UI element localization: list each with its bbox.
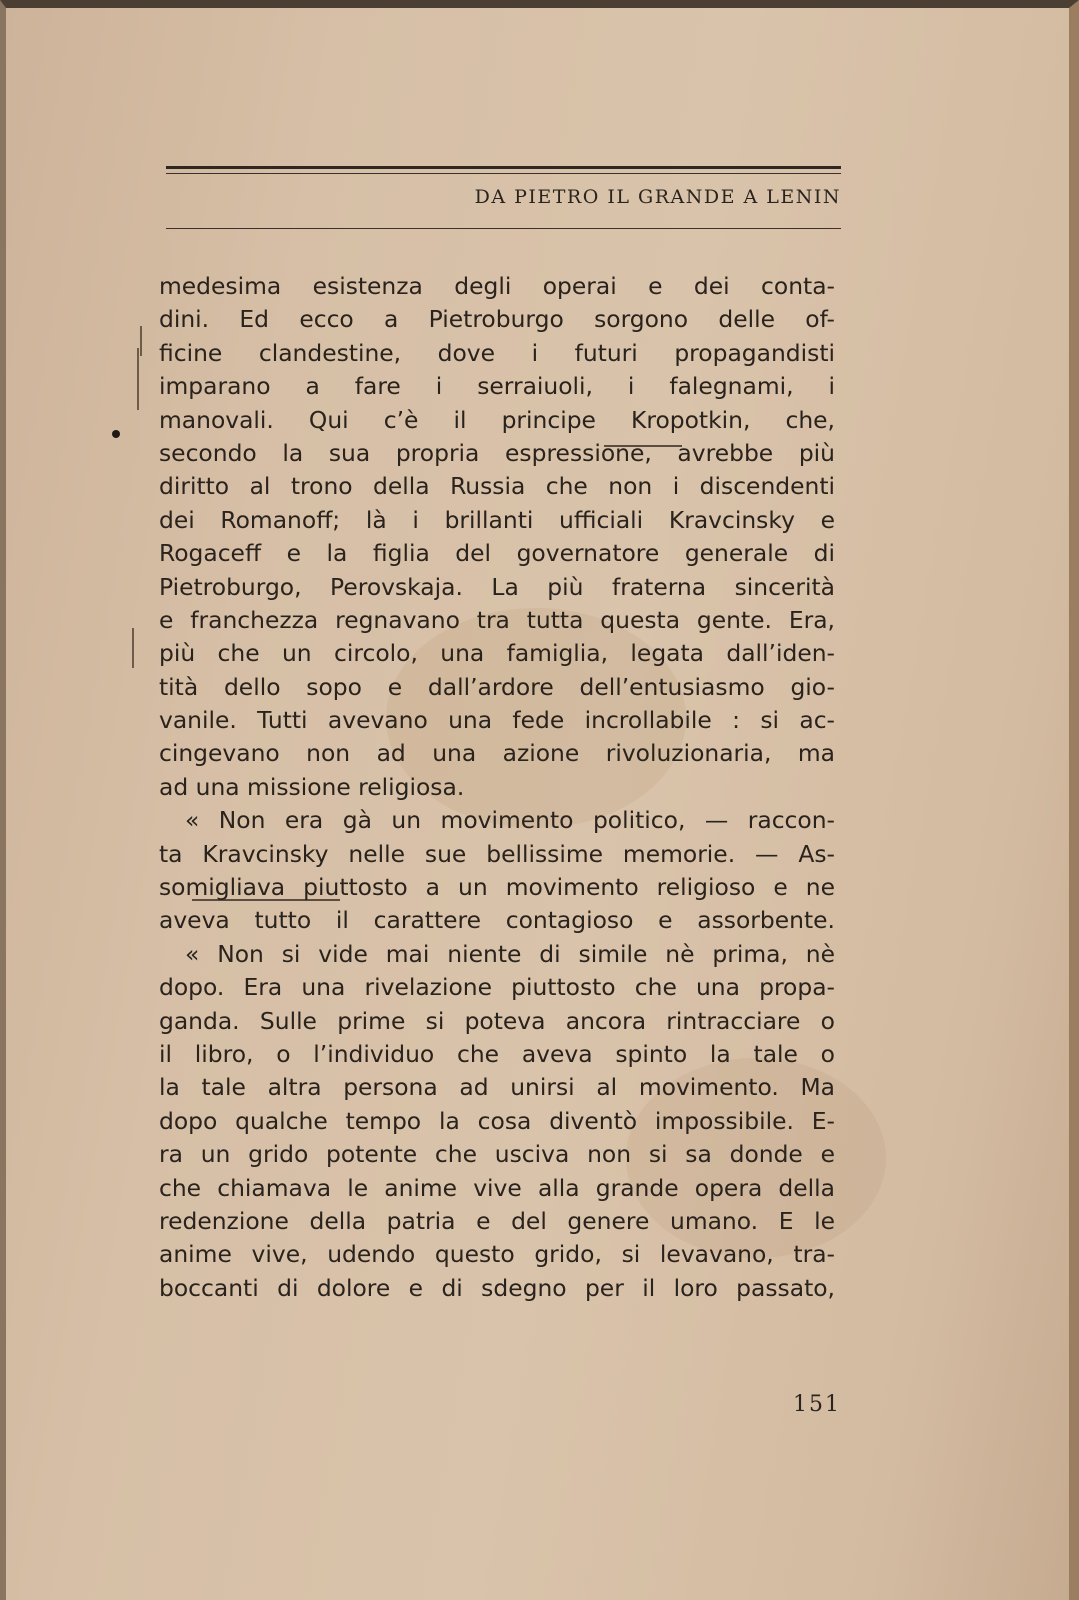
text-line: manovali. Qui c’è il principe Kropotkin, che, bbox=[159, 405, 835, 434]
text-line: aveva tutto il carattere contagioso e assorbente. bbox=[159, 906, 835, 935]
text-line: « Non era gà un movimento politico, — raccon- bbox=[185, 806, 835, 835]
text-line: vanile. Tutti avevano una fede incrollabile : si ac- bbox=[159, 706, 835, 735]
text-line: « Non si vide mai niente di simile nè prima, nè bbox=[185, 939, 835, 968]
page-number: 151 bbox=[793, 1392, 841, 1417]
text-line: ganda. Sulle prime si poteva ancora rintracciare o bbox=[159, 1006, 835, 1035]
running-head: DA PIETRO IL GRANDE A LENIN bbox=[474, 186, 841, 208]
text-line: imparano a fare i serraiuoli, i falegnami, i bbox=[159, 372, 835, 401]
margin-pencil-mark bbox=[137, 348, 139, 410]
text-line: ra un grido potente che usciva non si sa donde e bbox=[159, 1140, 835, 1169]
body-text bbox=[159, 270, 835, 1305]
margin-dot bbox=[112, 430, 120, 438]
text-line: somigliava piuttosto a un movimento religioso e ne bbox=[159, 873, 835, 902]
text-line: cingevano non ad una azione rivoluzionaria, ma bbox=[159, 739, 835, 768]
text-line: diritto al trono della Russia che non i discendenti bbox=[159, 472, 835, 501]
text-line: più che un circolo, una famiglia, legata dall’iden- bbox=[159, 639, 835, 668]
text-line: ad una missione religiosa. bbox=[159, 772, 465, 801]
text-line: Pietroburgo, Perovskaja. La più fraterna sincerità bbox=[159, 572, 835, 601]
text-line: ta Kravcinsky nelle sue bellissime memorie. — As- bbox=[159, 839, 835, 868]
margin-pencil-mark bbox=[140, 326, 142, 356]
text-line: dei Romanoff; là i brillanti ufficiali Kravcinsky e bbox=[159, 505, 835, 534]
text-line: che chiamava le anime vive alla grande opera della bbox=[159, 1173, 835, 1202]
text-line: la tale altra persona ad unirsi al movimento. Ma bbox=[159, 1073, 835, 1102]
text-line: dopo qualche tempo la cosa diventò impossibile. E- bbox=[159, 1106, 835, 1135]
header-rule-thick bbox=[166, 166, 841, 169]
text-line: dopo. Era una rivelazione piuttosto che una propa- bbox=[159, 973, 835, 1002]
header-rule-bottom bbox=[166, 228, 841, 229]
text-line: boccanti di dolore e di sdegno per il loro passato, bbox=[159, 1273, 835, 1302]
text-line: anime vive, udendo questo grido, si levavano, tra- bbox=[159, 1240, 835, 1269]
header-rule-thin bbox=[166, 173, 841, 174]
text-line: tità dello sopo e dall’ardore dell’entusiasmo gio- bbox=[159, 672, 835, 701]
text-line: e franchezza regnavano tra tutta questa gente. Era, bbox=[159, 605, 835, 634]
margin-pencil-mark bbox=[132, 628, 134, 668]
text-line: Rogaceff e la figlia del governatore generale di bbox=[159, 539, 835, 568]
text-line: ficine clandestine, dove i futuri propagandisti bbox=[159, 338, 835, 367]
text-line: il libro, o l’individuo che aveva spinto la tale o bbox=[159, 1039, 835, 1068]
text-line: medesima esistenza degli operai e dei conta- bbox=[159, 272, 835, 300]
text-line: secondo la sua propria espressione, avrebbe più bbox=[159, 438, 835, 467]
text-line: dini. Ed ecco a Pietroburgo sorgono delle of- bbox=[159, 305, 835, 334]
text-line: redenzione della patria e del genere umano. E le bbox=[159, 1206, 835, 1235]
